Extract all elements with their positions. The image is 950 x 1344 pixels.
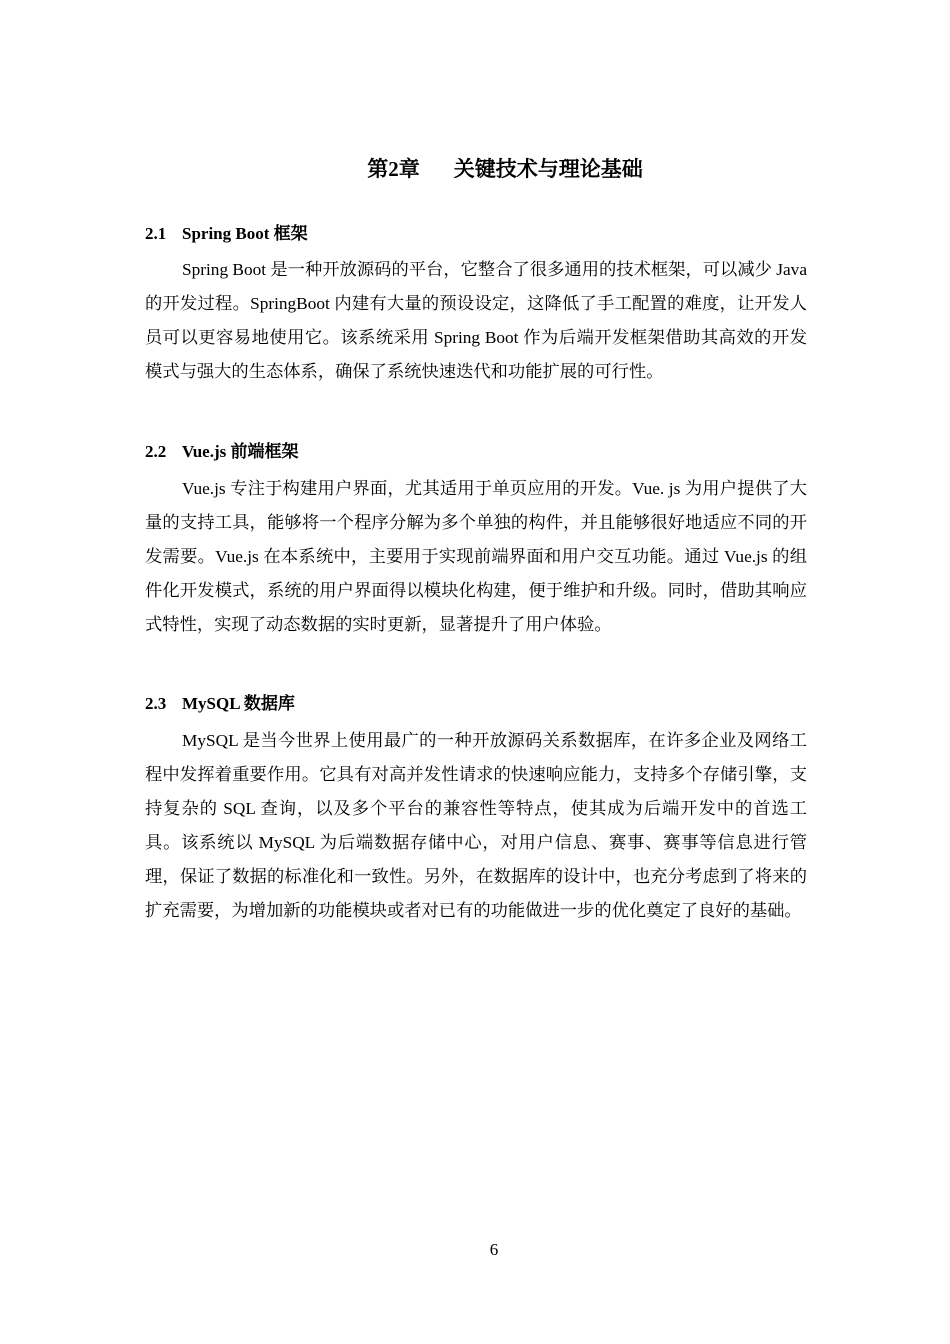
section-number: 2.2	[145, 442, 167, 461]
section-heading-2-1	[145, 222, 308, 246]
section-heading-2-3	[145, 692, 295, 716]
section-number: 2.1	[145, 224, 167, 243]
section-title: Spring Boot 框架	[182, 224, 308, 243]
section-heading-2-2	[145, 440, 299, 464]
section-number: 2.3	[145, 694, 167, 713]
chapter-number: 第2章	[367, 157, 420, 181]
page-number: 6	[489, 1240, 499, 1259]
section-paragraph-2-2: Vue.js 专注于构建用户界面，尤其适用于单页应用的开发。Vue. js 为用户提供了大量的支持工具，能够将一个程序分解为多个单独的构件，并且能够很好地适应不同的开发需要。Vue.js 在本系统中，主要用于实现前端界面和用户交互功能。通过 Vue.js 的组件化开发模式，系统的用户界面得以模块化构建，便于维护和升级。同时，借助其响应式特性，实现了动态数据的实时更新，显著提升了用户体验。	[145, 479, 807, 634]
chapter-title	[0, 154, 950, 184]
section-paragraph-2-3: MySQL 是当今世界上使用最广的一种开放源码关系数据库，在许多企业及网络工程中发挥着重要作用。它具有对高并发性请求的快速响应能力，支持多个存储引擎，支持复杂的 SQL 查询，以及多个平台的兼容性等特点，使其成为后端开发中的首选工具。该系统以 MySQL 为后端数据存储中心，对用户信息、赛事、赛事等信息进行管理，保证了数据的标准化和一致性。另外，在数据库的设计中，也充分考虑到了将来的扩充需要，为增加新的功能模块或者对已有的功能做进一步的优化奠定了良好的基础。	[145, 731, 807, 920]
section-paragraph-2-1: Spring Boot 是一种开放源码的平台，它整合了很多通用的技术框架，可以减少 Java 的开发过程。SpringBoot 内建有大量的预设设定，这降低了手工配置的难度，让开发人员可以更容易地使用它。该系统采用 Spring Boot 作为后端开发框架借助其高效的开发模式与强大的生态体系，确保了系统快速迭代和功能扩展的可行性。	[145, 260, 807, 381]
section-title: MySQL 数据库	[182, 694, 295, 713]
section-title: Vue.js 前端框架	[182, 442, 299, 461]
chapter-name: 关键技术与理论基础	[453, 157, 643, 181]
